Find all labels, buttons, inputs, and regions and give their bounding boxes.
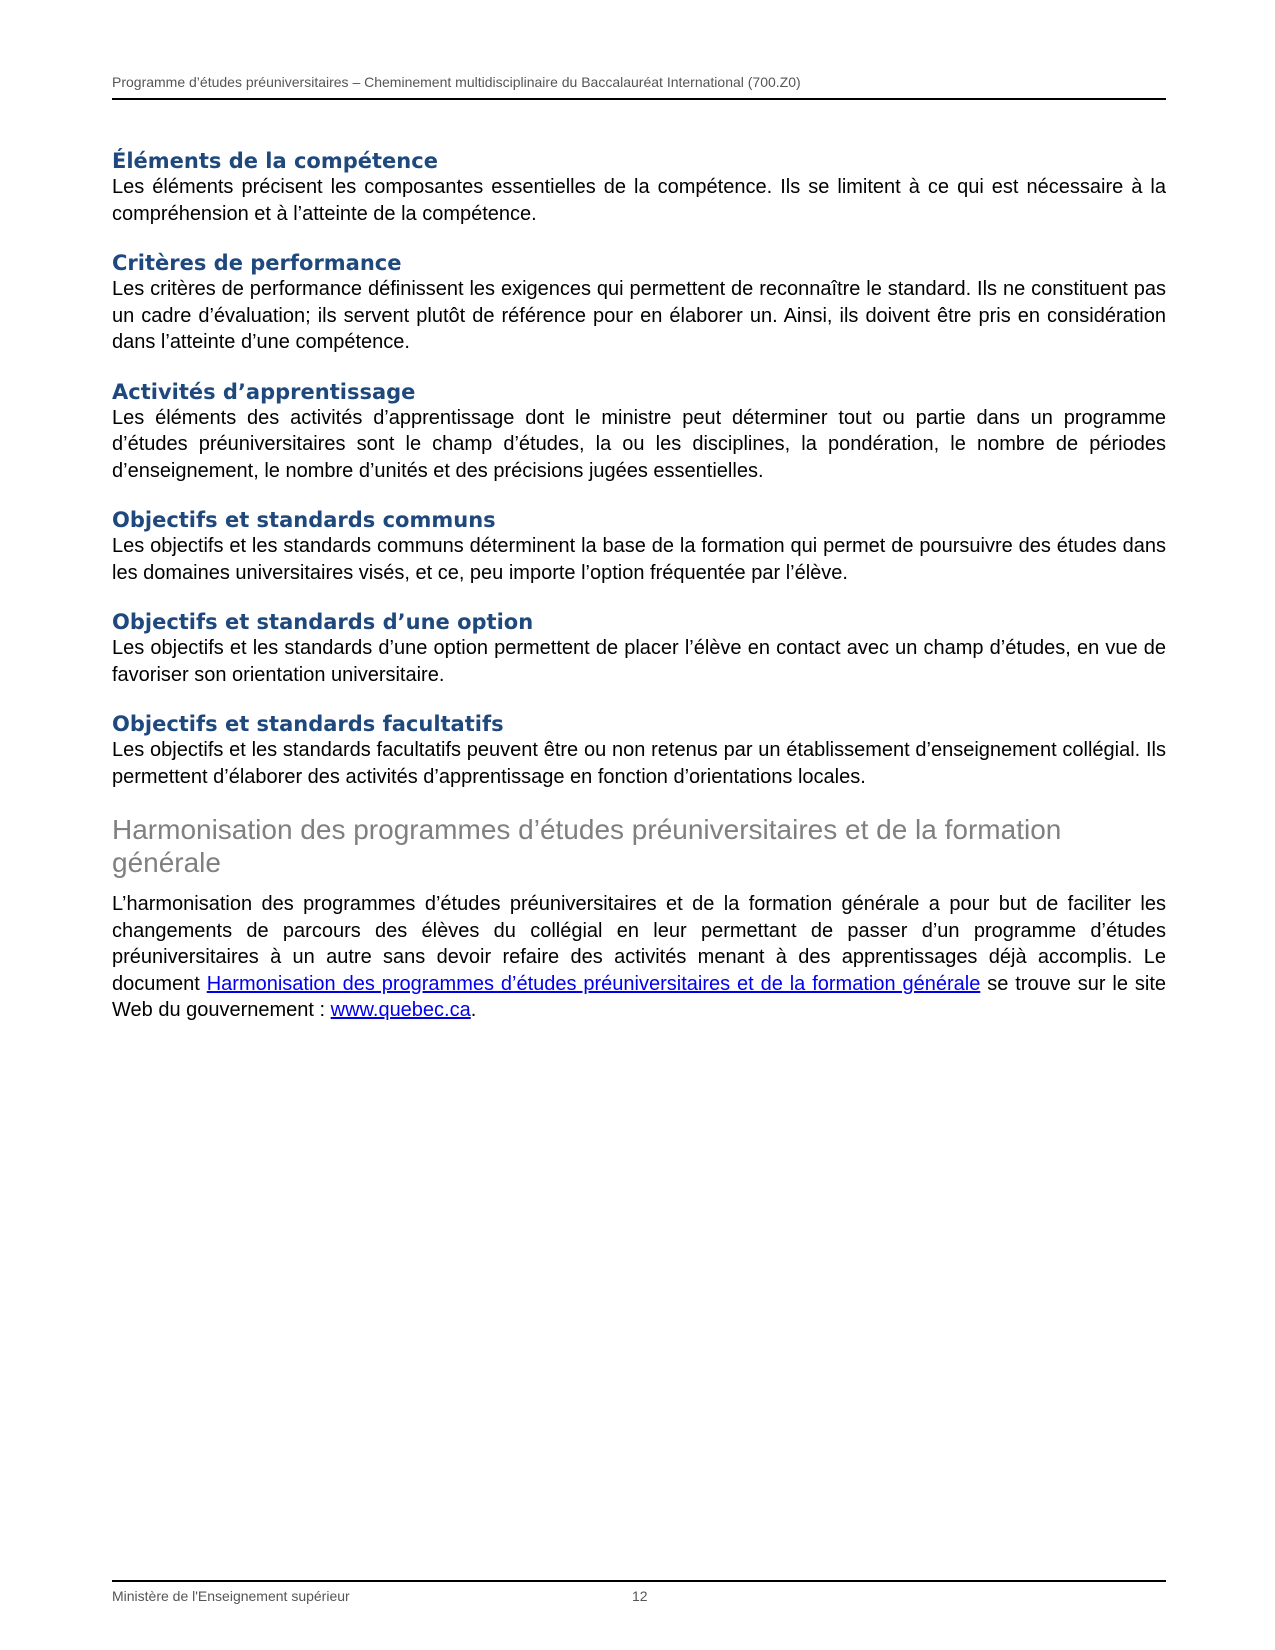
section-harmonisation	[112, 813, 1166, 1024]
section-body: Les éléments des activités d’apprentissage dont le ministre peut déterminer tout ou partie dans un programme d’études préuniversitaires sont le champ d’études, la ou les disciplines, la pondération, le nombre de périodes d’enseignement, le nombre d’unités et des précisions jugées essentielles.	[112, 406, 1166, 482]
section-heading: Éléments de la compétence	[112, 149, 438, 173]
main-content	[112, 148, 1166, 1047]
section-body: Les objectifs et les standards facultatifs peuvent être ou non retenus par un établissement d’enseignement collégial. Ils permettent d’élaborer des activités d’apprentissage en fonction d’orientations locales.	[112, 739, 1166, 788]
harmonisation-body	[112, 891, 1166, 1024]
section-body: Les éléments précisent les composantes essentielles de la compétence. Ils se limitent à ce qui est nécessaire à la compréhension et à l’atteinte de la compétence.	[112, 176, 1166, 225]
header-title: Programme d’études préuniversitaires – Cheminement multidisciplinaire du Baccalauréat International (700.Z0)	[112, 74, 801, 90]
harmonisation-title: Harmonisation des programmes d’études préuniversitaires et de la formation générale	[112, 814, 1062, 878]
section-body: Les objectifs et les standards communs déterminent la base de la formation qui permet de poursuivre des études dans les domaines universitaires visés, et ce, peu importe l’option fréquentée par l’élève.	[112, 535, 1166, 584]
harmonisation-body-start: L’harmonisation des programmes d’études préuniversitaires et de la formation générale a pour but de faciliter les changements de parcours des élèves du collégial en leur permettant de passer d’un programme d’études préuniversitaires à un autre sans devoir refaire des activités menant à des apprentissages déjà accomplis. Le document	[112, 893, 1166, 995]
footer-ministry: Ministère de l'Enseignement supérieur	[112, 1588, 350, 1604]
section-body: Les objectifs et les standards d’une option permettent de placer l’élève en contact avec un champ d’études, en vue de favoriser son orientation universitaire.	[112, 637, 1166, 686]
quebec-website-link[interactable]: www.quebec.ca	[330, 999, 471, 1021]
section-objectifs-option	[112, 609, 1166, 688]
section-heading: Objectifs et standards facultatifs	[112, 712, 504, 736]
harmonisation-document-link[interactable]: Harmonisation des programmes d’études préuniversitaires et de la formation générale	[206, 972, 981, 995]
section-objectifs-communs	[112, 507, 1166, 586]
page-footer	[112, 1580, 1166, 1606]
harmonisation-body-end: .	[470, 999, 477, 1021]
harmonisation-body-middle: se trouve sur le site Web du gouvernement :	[112, 972, 1167, 1021]
section-heading: Objectifs et standards d’une option	[112, 610, 534, 634]
page-number: 12	[632, 1588, 648, 1604]
section-objectifs-facultatifs	[112, 711, 1166, 790]
section-activites-apprentissage	[112, 379, 1166, 485]
section-heading: Activités d’apprentissage	[112, 379, 416, 404]
section-heading: Critères de performance	[112, 251, 402, 275]
section-heading: Objectifs et standards communs	[112, 508, 496, 532]
section-body: Les critères de performance définissent les exigences qui permettent de reconnaître le standard. Ils ne constituent pas un cadre d’évaluation; ils servent plutôt de référence pour en élaborer un. Ainsi, ils doivent être pris en considération dans l’atteinte d’une compétence.	[112, 278, 1166, 353]
section-elements-competence	[112, 148, 1166, 227]
page-header	[112, 74, 1166, 100]
section-criteres-performance	[112, 250, 1166, 356]
